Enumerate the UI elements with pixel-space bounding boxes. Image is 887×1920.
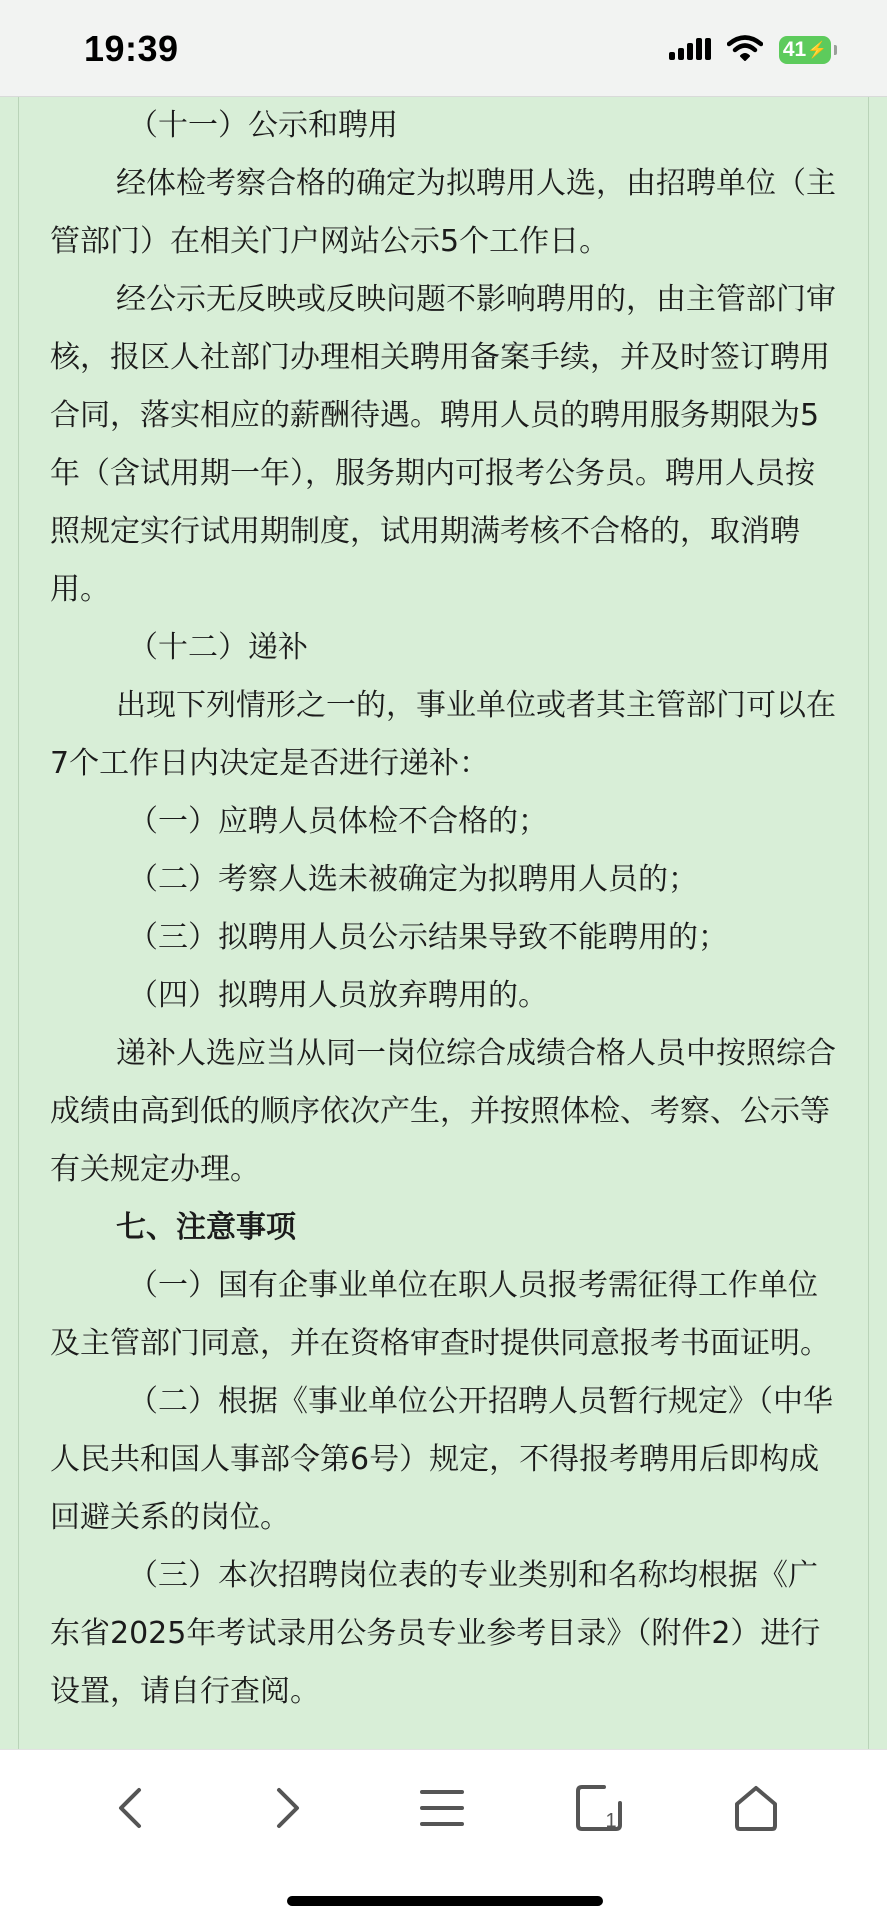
paragraph: 经体检考察合格的确定为拟聘用人选，由招聘单位（主管部门）在相关门户网站公示5个工作日。: [50, 166, 836, 259]
home-icon: [731, 1784, 781, 1832]
paragraph: （三）本次招聘岗位表的专业类别和名称均根据《广东省2025年考试录用公务员专业参考目录》（附件2）进行设置，请自行查阅。: [50, 1558, 821, 1709]
browser-toolbar: [0, 1749, 887, 1920]
back-button[interactable]: [95, 1772, 167, 1844]
paragraph: 经公示无反映或反映问题不影响聘用的，由主管部门审核，报区人社部门办理相关聘用备案手续，并及时签订聘用合同，落实相应的薪酬待遇。聘用人员的聘用服务期限为5年（含试用期一年），服务期内可报考公务员。聘用人员按照规定实行试用期制度，试用期满考核不合格的，取消聘用。: [50, 282, 836, 607]
battery-charging-icon: [779, 36, 831, 64]
menu-button[interactable]: [406, 1772, 478, 1844]
status-bar: [0, 0, 887, 97]
content-right-border: [868, 97, 869, 1749]
forward-button[interactable]: [251, 1772, 323, 1844]
article-body: [50, 97, 840, 1721]
tab-count: 1: [605, 1810, 617, 1832]
paragraph: （二）根据《事业单位公开招聘人员暂行规定》（中华人民共和国人事部令第6号）规定，不得报考聘用后即构成回避关系的岗位。: [50, 1384, 833, 1535]
list-item: （一）应聘人员体检不合格的；: [128, 804, 548, 839]
back-icon: [111, 1784, 151, 1832]
chapter-heading: 七、注意事项: [116, 1210, 296, 1245]
section-heading: （十二）递补: [128, 630, 308, 665]
home-indicator[interactable]: [287, 1896, 603, 1906]
list-item: （三）拟聘用人员公示结果导致不能聘用的；: [128, 920, 728, 955]
paragraph: （一）国有企事业单位在职人员报考需征得工作单位及主管部门同意，并在资格审查时提供同意报考书面证明。: [50, 1268, 830, 1361]
wifi-icon: [727, 35, 763, 65]
bolt-icon: ⚡: [807, 42, 828, 59]
tabs-icon: [574, 1783, 626, 1833]
content-area[interactable]: [0, 97, 887, 1749]
menu-icon: [418, 1786, 466, 1830]
paragraph: 出现下列情形之一的，事业单位或者其主管部门可以在7个工作日内决定是否进行递补：: [50, 688, 836, 781]
tabs-button[interactable]: [564, 1772, 636, 1844]
status-icons: [669, 34, 831, 66]
content-left-border: [18, 97, 19, 1749]
home-button[interactable]: [720, 1772, 792, 1844]
list-item: （二）考察人选未被确定为拟聘用人员的；: [128, 862, 698, 897]
battery-level: 41: [782, 38, 807, 61]
paragraph: 递补人选应当从同一岗位综合成绩合格人员中按照综合成绩由高到低的顺序依次产生，并按照体检、考察、公示等有关规定办理。: [50, 1036, 836, 1187]
status-time: 19:39: [84, 28, 179, 69]
signal-icon: [669, 36, 711, 64]
forward-icon: [267, 1784, 307, 1832]
list-item: （四）拟聘用人员放弃聘用的。: [128, 978, 548, 1013]
section-heading: （十一）公示和聘用: [128, 108, 398, 143]
